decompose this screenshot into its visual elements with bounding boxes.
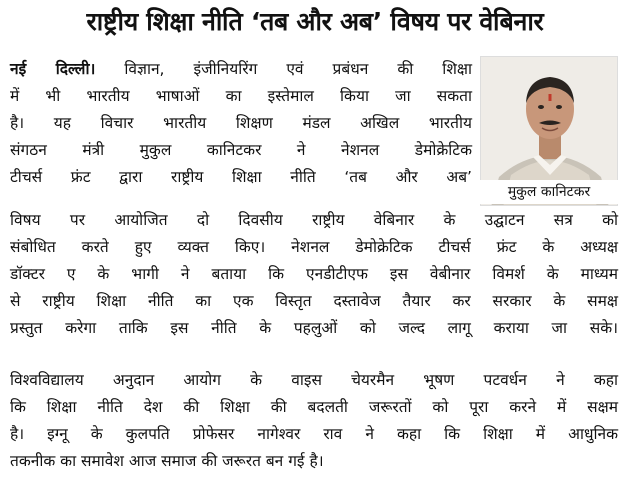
article-line-13: है। इग्नू के कुलपति प्रोफेसर नागेश्वर राव ने कहा कि शिक्षा में आधुनिक bbox=[10, 425, 618, 443]
article-line-2: में भी भारतीय भाषाओं का इस्तेमाल किया जा सकता bbox=[10, 87, 472, 105]
article-line-7: संबोधित करते हुए व्यक्त किए। नेशनल डेमोक्रेटिक टीचर्स फ्रंट के अध्यक्ष bbox=[10, 238, 618, 256]
article-line-14: तकनीक का समावेश आज समाज की जरूरत बन गई है। bbox=[10, 452, 324, 470]
article-line-9: से राष्ट्रीय शिक्षा नीति का एक विस्तृत दस्तावेज तैयार कर सरकार के समक्ष bbox=[10, 292, 618, 310]
article-line-10: प्रस्तुत करेगा ताकि इस नीति के पहलुओं को जल्द लागू कराया जा सके। bbox=[10, 319, 618, 337]
article-line-4: संगठन मंत्री मुकुल कानिटकर ने नेशनल डेमोक्रेटिक bbox=[10, 141, 472, 159]
article-line-1 bbox=[10, 56, 472, 83]
article-line-8: डॉक्टर ए के भागी ने बताया कि एनडीटीएफ इस वेबीनार विमर्श के माध्यम bbox=[10, 265, 618, 283]
article-line-11: विश्वविद्यालय अनुदान आयोग के वाइस चेयरमैन भूषण पटवर्धन ने कहा bbox=[10, 371, 618, 389]
photo-caption: मुकुल कानिटकर bbox=[480, 180, 618, 204]
article-line-3: है। यह विचार भारतीय शिक्षण मंडल अखिल भारतीय bbox=[10, 114, 472, 132]
article-line-12: कि शिक्षा नीति देश की शिक्षा की बदलती जरूरतों को पूरा करने में सक्षम bbox=[10, 398, 618, 416]
dateline: नई दिल्ली। bbox=[10, 60, 96, 78]
article-text: विज्ञान, इंजीनियरिंग एवं प्रबंधन की शिक्षा bbox=[124, 60, 472, 78]
headline: राष्ट्रीय शिक्षा नीति ‘तब और अब’ विषय पर वेबिनार bbox=[86, 7, 544, 36]
article-line-6: विषय पर आयोजित दो दिवसीय राष्ट्रीय वेबिनार के उद्घाटन सत्र को bbox=[10, 211, 618, 229]
article-line-5: टीचर्स फ्रंट द्वारा राष्ट्रीय शिक्षा नीति ‘तब और अब’ bbox=[10, 168, 472, 186]
